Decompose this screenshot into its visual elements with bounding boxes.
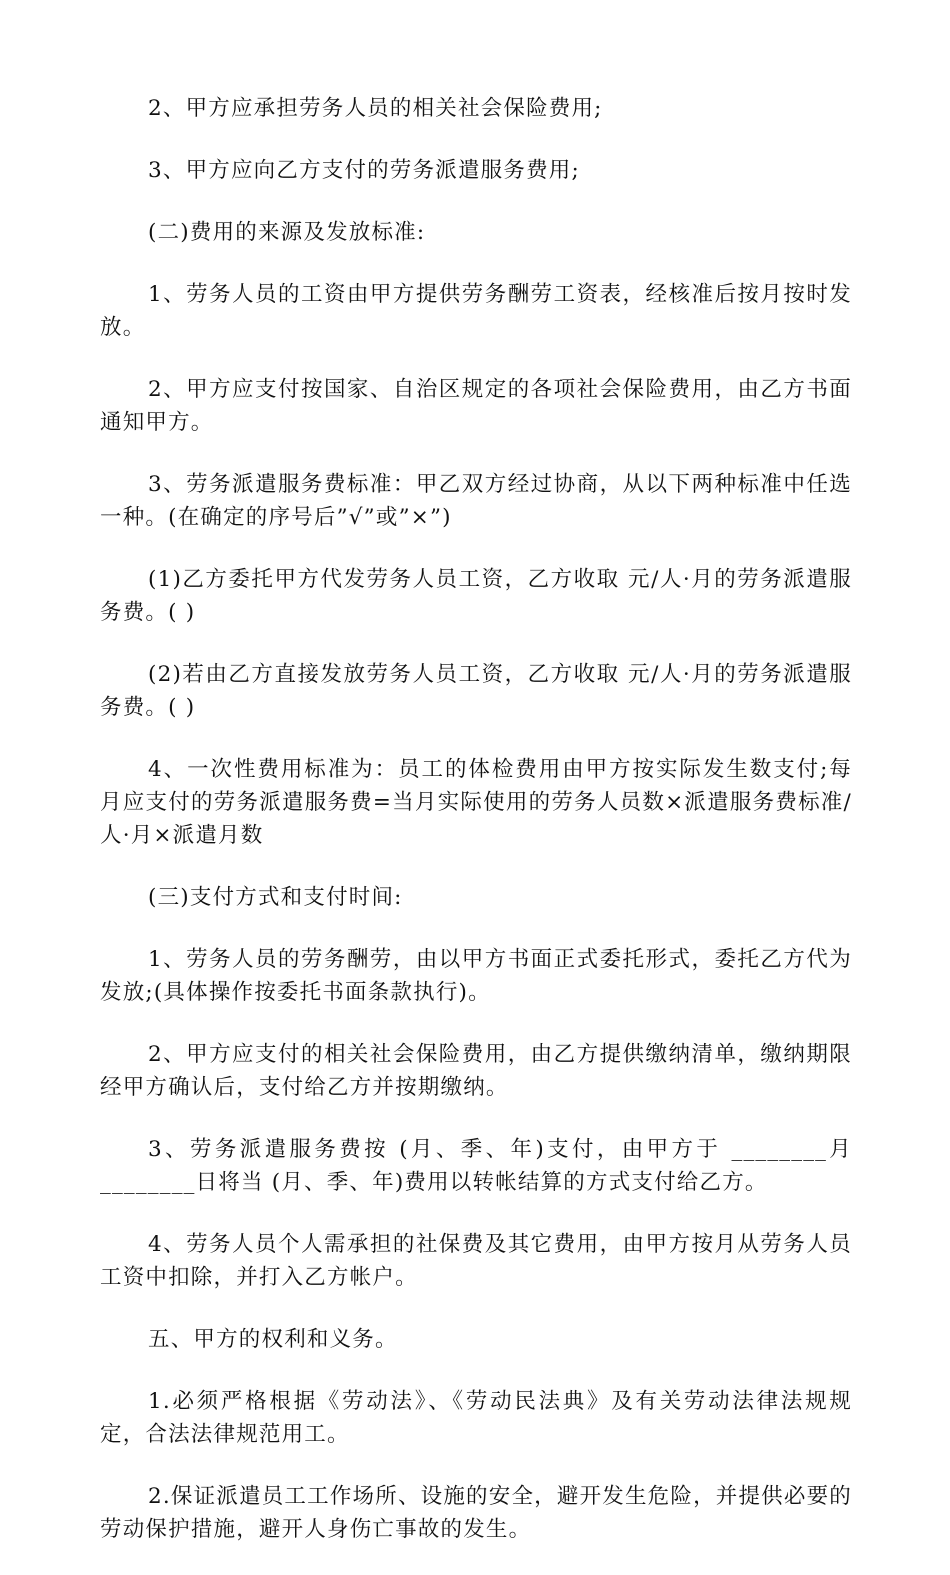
paragraph: 4、劳务人员个人需承担的社保费及其它费用，由甲方按月从劳务人员工资中扣除，并打入乙方帐户。 — [100, 1232, 852, 1290]
document-body — [100, 92, 852, 1575]
paragraph: 2、甲方应支付按国家、自治区规定的各项社会保险费用，由乙方书面通知甲方。 — [100, 377, 852, 435]
paragraph: 3、劳务派遣服务费标准：甲乙双方经过协商，从以下两种标准中任选一种。(在确定的序号后”√”或”×”) — [100, 472, 852, 530]
paragraph: 1.必须严格根据《劳动法》、《劳动民法典》及有关劳动法律法规规定，合法法律规范用工。 — [100, 1389, 852, 1447]
section-heading: 五、甲方的权利和义务。 — [148, 1327, 398, 1352]
paragraph: 2、甲方应支付的相关社会保险费用，由乙方提供缴纳清单，缴纳期限经甲方确认后，支付给乙方并按期缴纳。 — [100, 1042, 852, 1100]
section-heading: (二)费用的来源及发放标准: — [148, 220, 426, 245]
paragraph: (2)若由乙方直接发放劳务人员工资，乙方收取 元/人·月的劳务派遣服务费。( ) — [100, 662, 852, 720]
paragraph: 3、甲方应向乙方支付的劳务派遣服务费用; — [148, 158, 580, 183]
paragraph: 2、甲方应承担劳务人员的相关社会保险费用; — [148, 96, 603, 121]
paragraph: 2.保证派遣员工工作场所、设施的安全，避开发生危险，并提供必要的劳动保护措施，避开人身伤亡事故的发生。 — [100, 1484, 852, 1542]
paragraph: 4、一次性费用标准为：员工的体检费用由甲方按实际发生数支付;每月应支付的劳务派遣服务费=当月实际使用的劳务人员数×派遣服务费标准/人·月×派遣月数 — [100, 757, 852, 848]
paragraph: (1)乙方委托甲方代发劳务人员工资，乙方收取 元/人·月的劳务派遣服务费。( ) — [100, 567, 852, 625]
paragraph: 1、劳务人员的劳务酬劳，由以甲方书面正式委托形式，委托乙方代为发放;(具体操作按委托书面条款执行)。 — [100, 947, 852, 1005]
paragraph: 1、劳务人员的工资由甲方提供劳务酬劳工资表，经核准后按月按时发放。 — [100, 282, 852, 340]
section-heading: (三)支付方式和支付时间: — [148, 885, 403, 910]
paragraph: 3、劳务派遣服务费按 (月、季、年)支付，由甲方于 ________月________日将当 (月、季、年)费用以转帐结算的方式支付给乙方。 — [100, 1137, 852, 1195]
